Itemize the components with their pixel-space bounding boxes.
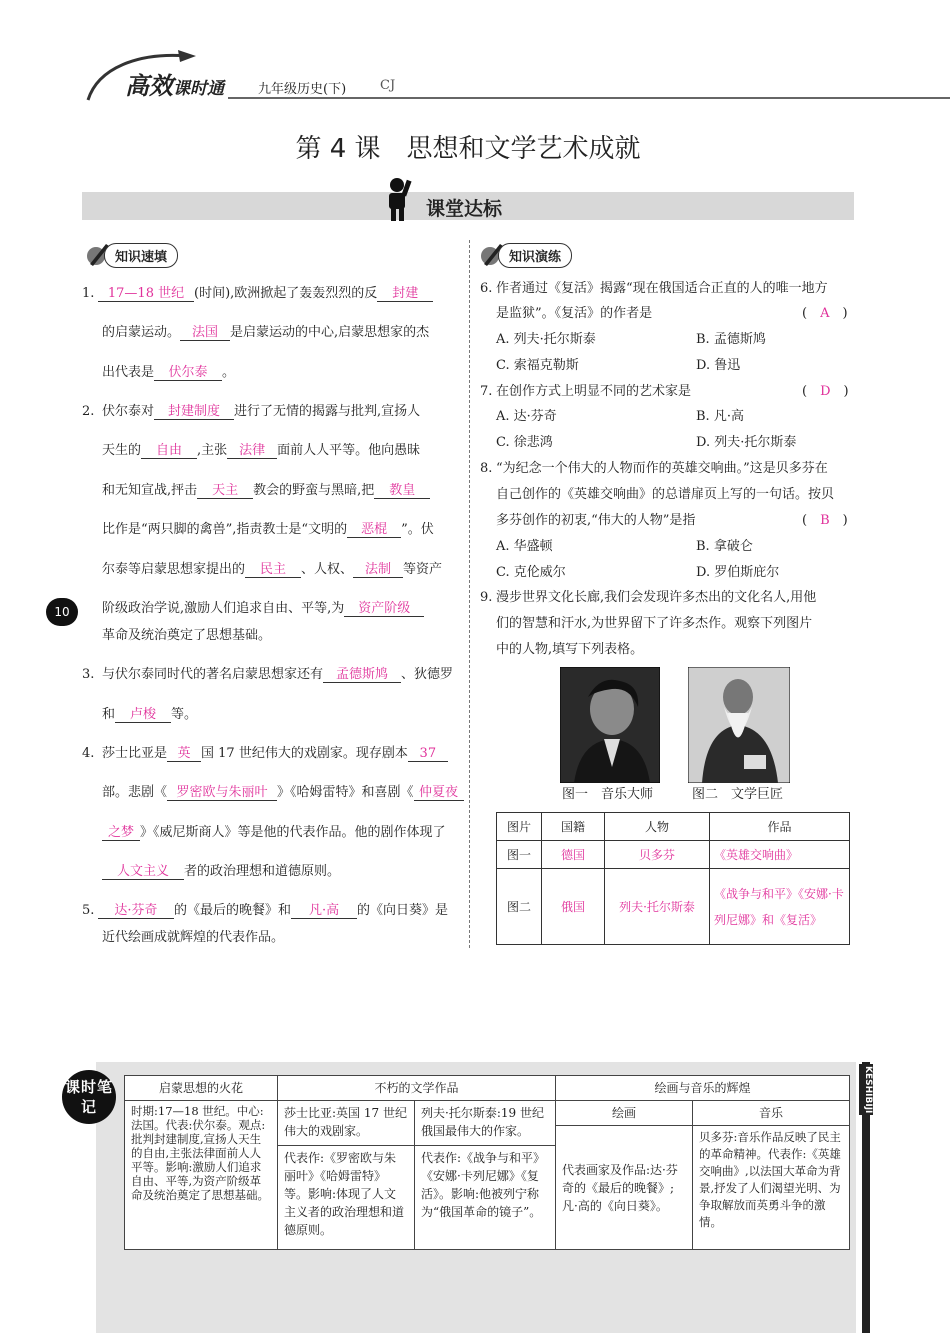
q4-answer1: 英 [167,747,201,762]
header-person: 人物 [605,813,710,841]
q2-text8: 比作是“两只脚的禽兽”,指责教士是“文明的 [102,522,348,537]
q2-text4: ,主张 [197,443,228,458]
q6-option-a: A. 列夫·托尔斯泰 [496,332,596,347]
q8-option-c: C. 克伦威尔 [496,565,566,580]
q1-answer-feudal: 封建 [377,287,433,302]
q2-line7: 革命及统治奠定了思想基础。 [102,628,272,643]
q2-answer8: 法制 [353,563,403,578]
q2-line3 [102,482,430,500]
q4-answer3: 罗密欧与朱丽叶 [167,786,277,801]
q1-line1 [98,285,433,303]
table-row [497,869,850,945]
page-number: 10 [46,598,78,626]
q8-answer-bracket: ( B ) [802,513,848,528]
brand-logo [125,66,224,101]
q4-line4 [102,863,340,881]
notes-table [124,1075,850,1250]
header-works: 作品 [710,813,850,841]
caption-fig1: 图一 音乐大师 [562,787,654,802]
notes-badge: 课时笔记 [62,1070,116,1124]
q2-line5 [102,561,442,579]
notes-head-enlightenment: 启蒙思想的火花 [125,1076,278,1101]
q7-answer-bracket: ( D ) [802,384,849,399]
q2-answer4: 天主 [197,484,253,499]
q2-answer3: 法律 [227,444,277,459]
header-picture: 图片 [497,813,542,841]
q2-text7: 教会的野蛮与黑暗,把 [253,483,375,498]
q4-answer4b: 之梦 [102,826,140,841]
table-header-row [497,813,850,841]
q4-answer2: 37 [408,747,448,762]
notes-tolstoy-works: 代表作:《战争与和平》《安娜·卡列尼娜》《复活》。影响:他被列宁称为“俄国革命的镜子”。 [415,1146,556,1250]
q9-line1: 漫步世界文化长廊,我们会发现许多杰出的文化名人,用他 [496,590,817,605]
q2-number: 2. [82,404,95,419]
q2-text11: 、人权、 [301,562,354,577]
q4-answer5: 人文主义 [102,865,184,880]
q8-answer: B [820,513,830,528]
q4-answer4a: 仲夏夜 [414,786,464,801]
q1-answer-voltaire: 伏尔泰 [154,366,222,381]
q2-answer6: 恶棍 [347,523,401,538]
q8-line2: 自己创作的《英雄交响曲》的总谱扉页上写的一句话。按贝 [496,487,835,502]
q1-line2 [102,324,429,342]
notes-shakespeare-intro: 莎士比亚:英国 17 世纪伟大的戏剧家。 [278,1101,415,1146]
cell-nationality: 德国 [542,841,605,869]
notes-music-text: 贝多芬:音乐作品反映了民主的革命精神。代表作:《英雄交响曲》,以法国大革命为背景,抒发了人们渴望光明、为争取解放而英勇斗争的激情。 [693,1126,850,1250]
cell-nationality: 俄国 [542,869,605,945]
notes-shakespeare-works: 代表作:《罗密欧与朱丽叶》《哈姆雷特》等。影响:体现了人文主义者的政治理想和道德原则。 [278,1146,415,1250]
cell-picture: 图二 [497,869,542,945]
student-icon [382,176,416,222]
logo-big: 高效 [125,71,173,100]
q2-text13: 阶级政治学说,激励人们追求自由、平等,为 [102,601,345,616]
table-row [497,841,850,869]
q2-line1 [102,403,420,421]
notes-enlightenment-text: 时期:17—18 世纪。中心:法国。代表:伏尔泰。观点:批判封建制度,宣扬人天生的自由,主张法律面前人人平等。影响:激励人们追求自由、平等,为资产阶级革命及统治奠定了思想基础。 [125,1101,278,1250]
q3-answer1: 孟德斯鸠 [323,668,401,683]
q4-line1 [102,745,448,763]
cell-picture: 图一 [497,841,542,869]
q6-answer-bracket: ( A ) [802,306,848,321]
q2-text2: 进行了无情的揭露与批判,宣扬人 [234,404,421,419]
q2-line6 [102,600,424,618]
q2-answer7: 民主 [245,563,301,578]
q8-option-b: B. 拿破仑 [696,539,753,554]
q8-number: 8. [480,461,493,476]
header-nationality: 国籍 [542,813,605,841]
q6-option-d: D. 鲁迅 [696,358,741,373]
q5-text1: 的《最后的晚餐》和 [174,903,292,918]
q7-option-d: D. 列夫·托尔斯泰 [696,435,797,450]
q6-answer: A [820,306,830,321]
q1-text3: 是启蒙运动的中心,启蒙思想家的杰 [230,325,430,340]
q4-text2: 国 17 世纪伟大的戏剧家。现存剧本 [201,746,408,761]
q2-answer1: 封建制度 [154,405,234,420]
q9-line2: 们的智慧和汗水,为世界留下了许多杰作。观察下列图片 [496,616,813,631]
q2-line4 [102,521,434,539]
q3-text4: 等。 [171,707,198,722]
q2-text3: 天生的 [102,443,142,458]
logo-small: 课时通 [173,79,224,99]
q1-answer-time: 17—18 世纪 [98,287,194,302]
q1-text1: (时间),欧洲掀起了轰轰烈烈的反 [194,286,378,301]
q2-answer5: 教皇 [374,484,430,499]
q3-text1: 与伏尔泰同时代的著名启蒙思想家还有 [102,667,324,682]
q7-option-b: B. 凡·高 [696,409,744,424]
q6-option-b: B. 孟德斯鸠 [696,332,766,347]
lesson-title: 第 4 课 思想和文学艺术成就 [295,134,641,164]
q5-answer1: 达·芬奇 [98,904,174,919]
q2-line2 [102,442,420,460]
q1-text5: 。 [222,365,236,380]
notes-head-painting: 绘画 [556,1101,693,1126]
q6-line2: 是监狱”。《复活》的作者是 [496,306,653,321]
q5-line2: 近代绘画成就辉煌的代表作品。 [102,930,285,945]
q4-text3: 部。悲剧《 [102,785,168,800]
q2-text1: 伏尔泰对 [102,404,155,419]
q2-text10: 尔泰等启蒙思想家提出的 [102,562,246,577]
q7-option-a: A. 达·芬奇 [496,409,557,424]
notes-painting-text: 代表画家及作品:达·芬奇的《最后的晚餐》;凡·高的《向日葵》。 [556,1126,693,1250]
cell-works: 《战争与和平》《安娜·卡列尼娜》和《复活》 [710,869,850,945]
q3-line2 [102,706,197,724]
banner-title: 课堂达标 [426,198,503,220]
section-label-right: 知识演练 [498,243,572,268]
notes-side-label: KESHIBIJI [859,1064,873,1115]
portrait-beethoven [560,667,660,783]
cell-works: 《英雄交响曲》 [710,841,850,869]
q3-text3: 和 [102,707,116,722]
q8-line3: 多芬创作的初衷,“伟大的人物”是指 [496,513,696,528]
q8-line1: “为纪念一个伟大的人物而作的英雄交响曲。”这是贝多芬在 [496,461,828,476]
notes-head-music: 音乐 [693,1101,850,1126]
notes-head-arts: 绘画与音乐的辉煌 [556,1076,850,1101]
column-divider [469,240,470,948]
q3-line1 [102,666,453,684]
q4-number: 4. [82,746,95,761]
q1-answer-france: 法国 [180,326,230,341]
q1-line3 [102,364,235,382]
q2-text5: 面前人人平等。他向愚昧 [277,443,421,458]
q4-line3 [102,824,446,842]
portrait-tolstoy [688,667,790,783]
q1-text4: 出代表是 [102,365,155,380]
notes-tolstoy-intro: 列夫·托尔斯泰:19 世纪俄国最伟大的作家。 [415,1101,556,1146]
q5-line1 [98,902,448,920]
book-subtitle: 九年级历史(下) [258,82,347,97]
q9-number: 9. [480,590,493,605]
section-label-left: 知识速填 [104,243,178,268]
q1-number: 1. [82,286,95,301]
q2-text12: 等资产 [403,562,443,577]
q4-text1: 莎士比亚是 [102,746,168,761]
q6-option-c: C. 索福克勒斯 [496,358,579,373]
q7-number: 7. [480,384,493,399]
q3-answer2: 卢梭 [115,708,171,723]
q8-option-d: D. 罗伯斯庇尔 [696,565,780,580]
q4-text6: 者的政治理想和道德原则。 [184,864,341,879]
cell-person: 列夫·托尔斯泰 [605,869,710,945]
q9-line3: 中的人物,填写下列表格。 [496,642,644,657]
q2-text6: 和无知宣战,抨击 [102,483,198,498]
q8-option-a: A. 华盛顿 [496,539,553,554]
q4-text4: 》《哈姆雷特》和喜剧《 [277,785,414,800]
q5-number: 5. [82,903,95,918]
q9-answer-table [496,812,850,945]
q2-text9: ”。伏 [401,522,434,537]
q4-line2 [102,784,464,802]
q3-number: 3. [82,667,95,682]
edition: CJ [380,78,396,93]
caption-fig2: 图二 文学巨匠 [692,787,784,802]
q4-text5: 》《威尼斯商人》等是他的代表作品。他的剧作体现了 [140,825,446,840]
q5-text2: 的《向日葵》是 [357,903,449,918]
q6-number: 6. [480,281,493,296]
q7-option-c: C. 徐悲鸿 [496,435,553,450]
q5-answer2: 凡·高 [291,904,357,919]
q3-text2: 、狄德罗 [401,667,454,682]
q1-text2: 的启蒙运动。 [102,325,181,340]
cell-person: 贝多芬 [605,841,710,869]
q2-answer9: 资产阶级 [344,602,424,617]
notes-head-literature: 不朽的文学作品 [278,1076,556,1101]
q7-answer: D [820,384,831,399]
q2-answer2: 自由 [141,444,197,459]
q6-line1: 作者通过《复活》揭露“现在俄国适合正直的人的唯一地方 [496,281,828,296]
q7-line1: 在创作方式上明显不同的艺术家是 [496,384,692,399]
